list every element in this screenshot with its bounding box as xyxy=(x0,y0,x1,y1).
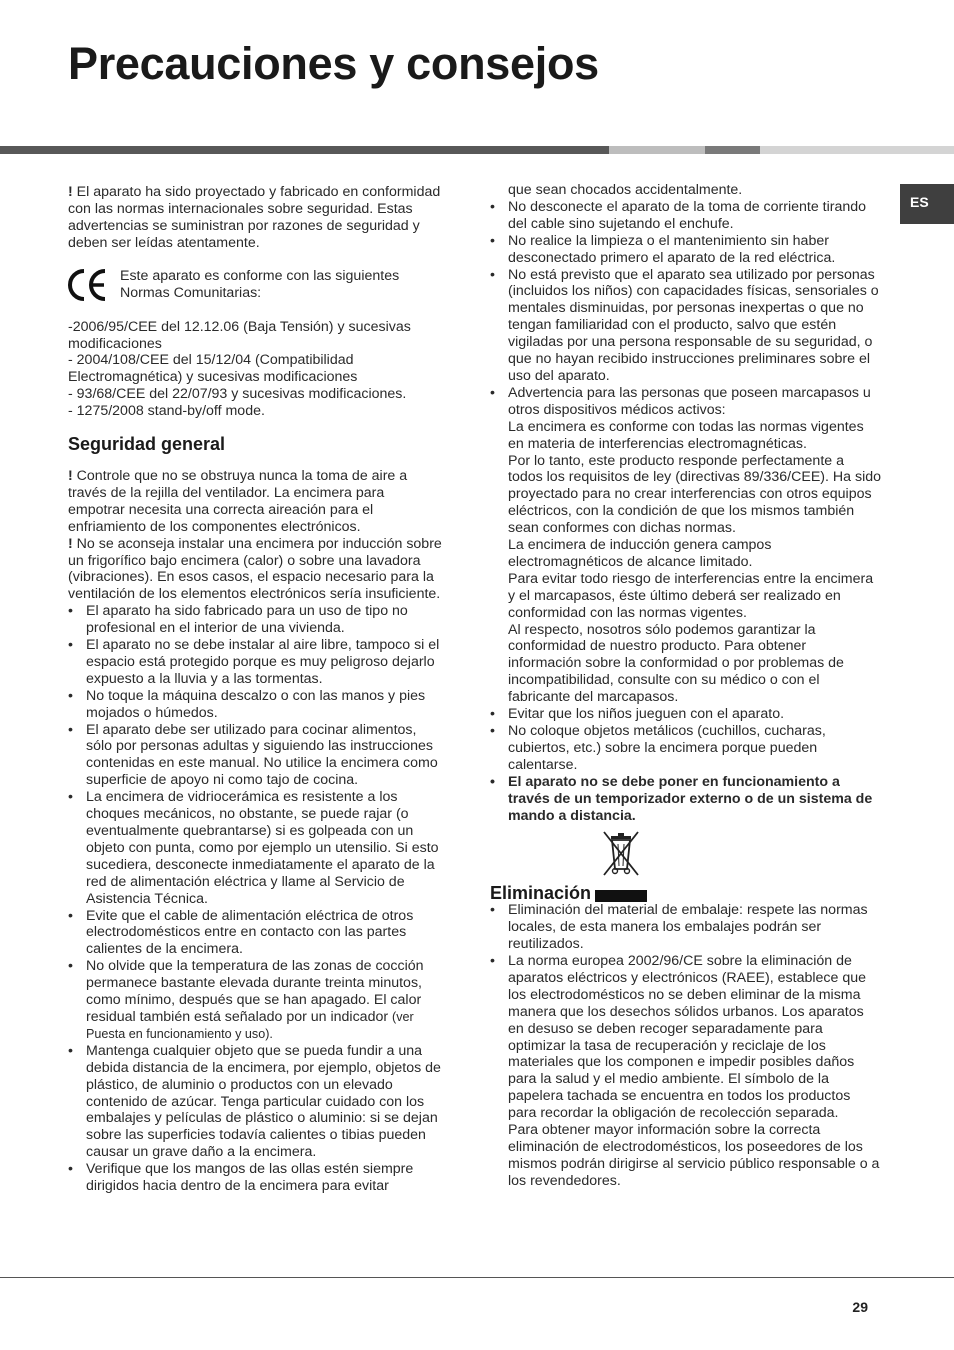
warning-paragraph: ! Controle que no se obstruya nunca la toma de aire a través de la rejilla del ventilador. La encimera para empotrar necesita una correcta aireación para el enfriamiento de los componentes electrónicos. xyxy=(68,467,408,535)
list-item: • El aparato ha sido fabricado para un uso de tipo no profesional en el interior de una vivienda. xyxy=(68,603,444,637)
list-item: • Evitar que los niños jueguen con el aparato. xyxy=(490,706,882,723)
left-column xyxy=(68,184,444,1195)
list-item: • Mantenga cualquier objeto que se pueda fundir a una debida distancia de la encimera, por ejemplo, objetos de plástico, de aluminio o productos con un elevado contenido de azúcar. Tenga particular cuidado con los embalajes y películas de plástico o aluminio: si se dejan sobre las superficies todavía calientes o tibias pueden causar un grave daño a la encimera. xyxy=(68,1043,444,1161)
ce-text: Este aparato es conforme con las siguientes Normas Comunitarias: xyxy=(120,267,400,301)
list-item: • No toque la máquina descalzo o con las manos y pies mojados o húmedos. xyxy=(68,688,444,722)
list-item-bold: • El aparato no se debe poner en funcionamiento a través de un temporizador externo o de un sistema de mando a distancia. xyxy=(490,774,882,825)
band-segment-dark xyxy=(0,146,609,154)
language-tab: ES xyxy=(900,184,954,224)
eliminacion-heading-row xyxy=(490,885,882,902)
list-item: • No está previsto que el aparato sea utilizado por personas (incluidos los niños) con capacidades físicas, sensoriales o mentales disminuidas, por personas inexpertas o que no tengan familiaridad con el producto, salvo que estén vigiladas por una persona responsable de su seguridad, o que no hayan recibido instrucciones preliminares sobre el uso del aparato. xyxy=(490,267,882,385)
list-item: • No coloque objetos metálicos (cuchillos, cucharas, cubiertos, etc.) sobre la encimera porque pueden calentarse. xyxy=(490,723,882,774)
pacemaker-paragraph: Al respecto, nosotros sólo podemos garantizar la conformidad de nuestro producto. Para obtener información sobre la conformidad o por problemas de incompatibilidad, consulte con su médico o con el fabricante del marcapasos. xyxy=(508,621,844,706)
warning-paragraph: ! No se aconseja instalar una encimera por inducción sobre un frigorífico bajo encimera (calor) o sobre una lavadora (vibraciones). En esos casos, el espacio necesario para la ventilación de los elementos electrónicos sería insuficiente. xyxy=(68,535,442,603)
list-item: • No realice la limpieza o el mantenimiento sin haber desconectado primero el aparato de la red eléctrica. xyxy=(490,233,882,267)
right-column xyxy=(490,182,882,1190)
pacemaker-paragraph: Por lo tanto, este producto responde perfectamente a todos los requisitos de ley (directivas 89/336/CEE). Ha sido proyectado para no crear interferencias con otros equipos eléctricos, con la condición de que los mismos también sean conformes con dichas normas. xyxy=(508,452,881,537)
pacemaker-paragraph: La encimera de inducción genera campos electromagnéticos de alcance limitado. xyxy=(508,537,772,570)
safety-list xyxy=(68,603,444,1195)
list-item: • El aparato no se debe instalar al aire libre, tampoco si el espacio está protegido porque es muy peligroso dejarlo expuesto a la lluvia y a las tormentas. xyxy=(68,637,444,688)
list-item: • Evite que el cable de alimentación eléctrica de otros electrodomésticos entre en contacto con las partes calientes de la encimera. xyxy=(68,908,444,959)
norm-item: -2006/95/CEE del 12.12.06 (Baja Tensión) y sucesivas modificaciones xyxy=(68,318,411,352)
warning-mark: ! xyxy=(68,535,73,552)
list-item: • Advertencia para las personas que poseen marcapasos u otros dispositivos médicos activos: La encimera es conforme con todas las normas vigentes en materia de interferencias electromagnéticas. Por lo tanto, este producto responde perfectamente a todos los requisitos de ley (directivas 89/336/CEE). Ha sido proyectado para no crear interferencias con otros equipos eléctricos, con la condición de que los mismos también sean conformes con dichas normas. La encimera de inducción genera campos electromagnéticos de alcance limitado. Para evitar todo riesgo de interferencias entre la encimera y el marcapasos, éste último deberá ser realizado en conformidad con las normas vigentes. Al respecto, nosotros sólo podemos garantizar la conformidad de nuestro producto. Para obtener información sobre la conformidad o por problemas de incompatibilidad, consulte con su médico o con el fabricante del marcapasos. xyxy=(490,385,882,706)
norm-item: - 93/68/CEE del 22/07/93 y sucesivas modificaciones. xyxy=(68,386,407,403)
band-segment-mid xyxy=(705,146,760,154)
warning-mark: ! xyxy=(68,184,73,200)
list-item: • Eliminación del material de embalaje: respete las normas locales, de esta manera los embalajes podrán ser reutilizados. xyxy=(490,902,882,953)
list-item: • La norma europea 2002/96/CE sobre la eliminación de aparatos eléctricos y electrónicos (RAEE), establece que los electrodomésticos no se deben eliminar de la misma manera que los desechos sólidos urbanos. Los aparatos en desuso se deben recoger separadamente para optimizar la tasa de recuperación y reciclaje de los materiales que los componen e impedir posibles daños para la salud y el medio ambiente. El símbolo de la papelera tachada se encuentra en todos los productos para recordar la obligación de recolección separada. Para obtener mayor información sobre la correcta eliminación de electrodomésticos, los poseedores de los mismos podrán dirigirse al servicio público responsable o a los revendedores. xyxy=(490,953,882,1190)
list-item: • No desconecte el aparato de la toma de corriente tirando del cable sino sujetando el enchufe. xyxy=(490,199,882,233)
list-item: • El aparato debe ser utilizado para cocinar alimentos, sólo por personas adultas y siguiendo las instrucciones contenidas en este manual. No utilice la encimera como superficie de apoyo ni como tajo de cocina. xyxy=(68,722,444,790)
page-number: 29 xyxy=(852,1299,868,1315)
continuation-text: que sean chocados accidentalmente. xyxy=(508,182,743,198)
ce-mark-icon xyxy=(68,268,110,302)
cross-reference: (ver Puesta en funcionamiento y uso). xyxy=(86,1009,414,1041)
pacemaker-paragraph: Para evitar todo riesgo de interferencias entre la encimera y el marcapasos, éste último deberá ser realizado en conformidad con las normas vigentes. xyxy=(508,570,874,621)
warning-mark: ! xyxy=(68,467,73,484)
eliminacion-heading: Eliminación xyxy=(490,883,592,904)
header-color-band xyxy=(0,146,954,154)
safety-list-continued xyxy=(490,199,882,825)
list-item: • La encimera de vidriocerámica es resistente a los choques mecánicos, no obstante, se puede rajar (o eventualmente quebrantarse) si es golpeada con un objeto con punta, como por ejemplo un utensilio. Si esto sucediera, desconecte inmediatamente el aparato de la red de alimentación eléctrica y llame al Servicio de Asistencia Técnica. xyxy=(68,789,444,907)
ce-block xyxy=(68,268,444,302)
list-item: • Verifique que los mangos de las ollas estén siempre dirigidos hacia dentro de la encimera para evitar xyxy=(68,1161,444,1195)
norm-item: - 1275/2008 stand-by/off mode. xyxy=(68,403,265,420)
disposal-list xyxy=(490,902,882,1189)
page-title: Precauciones y consejos xyxy=(68,38,599,89)
norm-item: - 2004/108/CEE del 15/12/04 (Compatibilidad Electromagnética) y sucesivas modificaciones xyxy=(68,352,358,386)
crossed-bin-icon xyxy=(594,828,648,878)
footer-rule xyxy=(0,1277,954,1278)
list-item: • No olvide que la temperatura de las zonas de cocción permanece bastante elevada durante treinta minutos, como mínimo, después que se han apagado. El calor residual también está señalado por un indicador (ver Puesta en funcionamiento y uso). xyxy=(68,958,444,1043)
seguridad-heading: Seguridad general xyxy=(68,434,226,455)
heading-bar xyxy=(595,890,647,902)
norms-list xyxy=(68,319,444,420)
band-segment-light xyxy=(609,146,705,154)
band-segment-pale xyxy=(760,146,954,154)
intro-paragraph: ! El aparato ha sido proyectado y fabricado en conformidad con las normas internacionales sobre seguridad. Estas advertencias se suministran por razones de seguridad y deben ser leídas atentamente. xyxy=(68,184,441,251)
pacemaker-paragraph: La encimera es conforme con todas las normas vigentes en materia de interferencias electromagnéticas. xyxy=(508,418,864,452)
